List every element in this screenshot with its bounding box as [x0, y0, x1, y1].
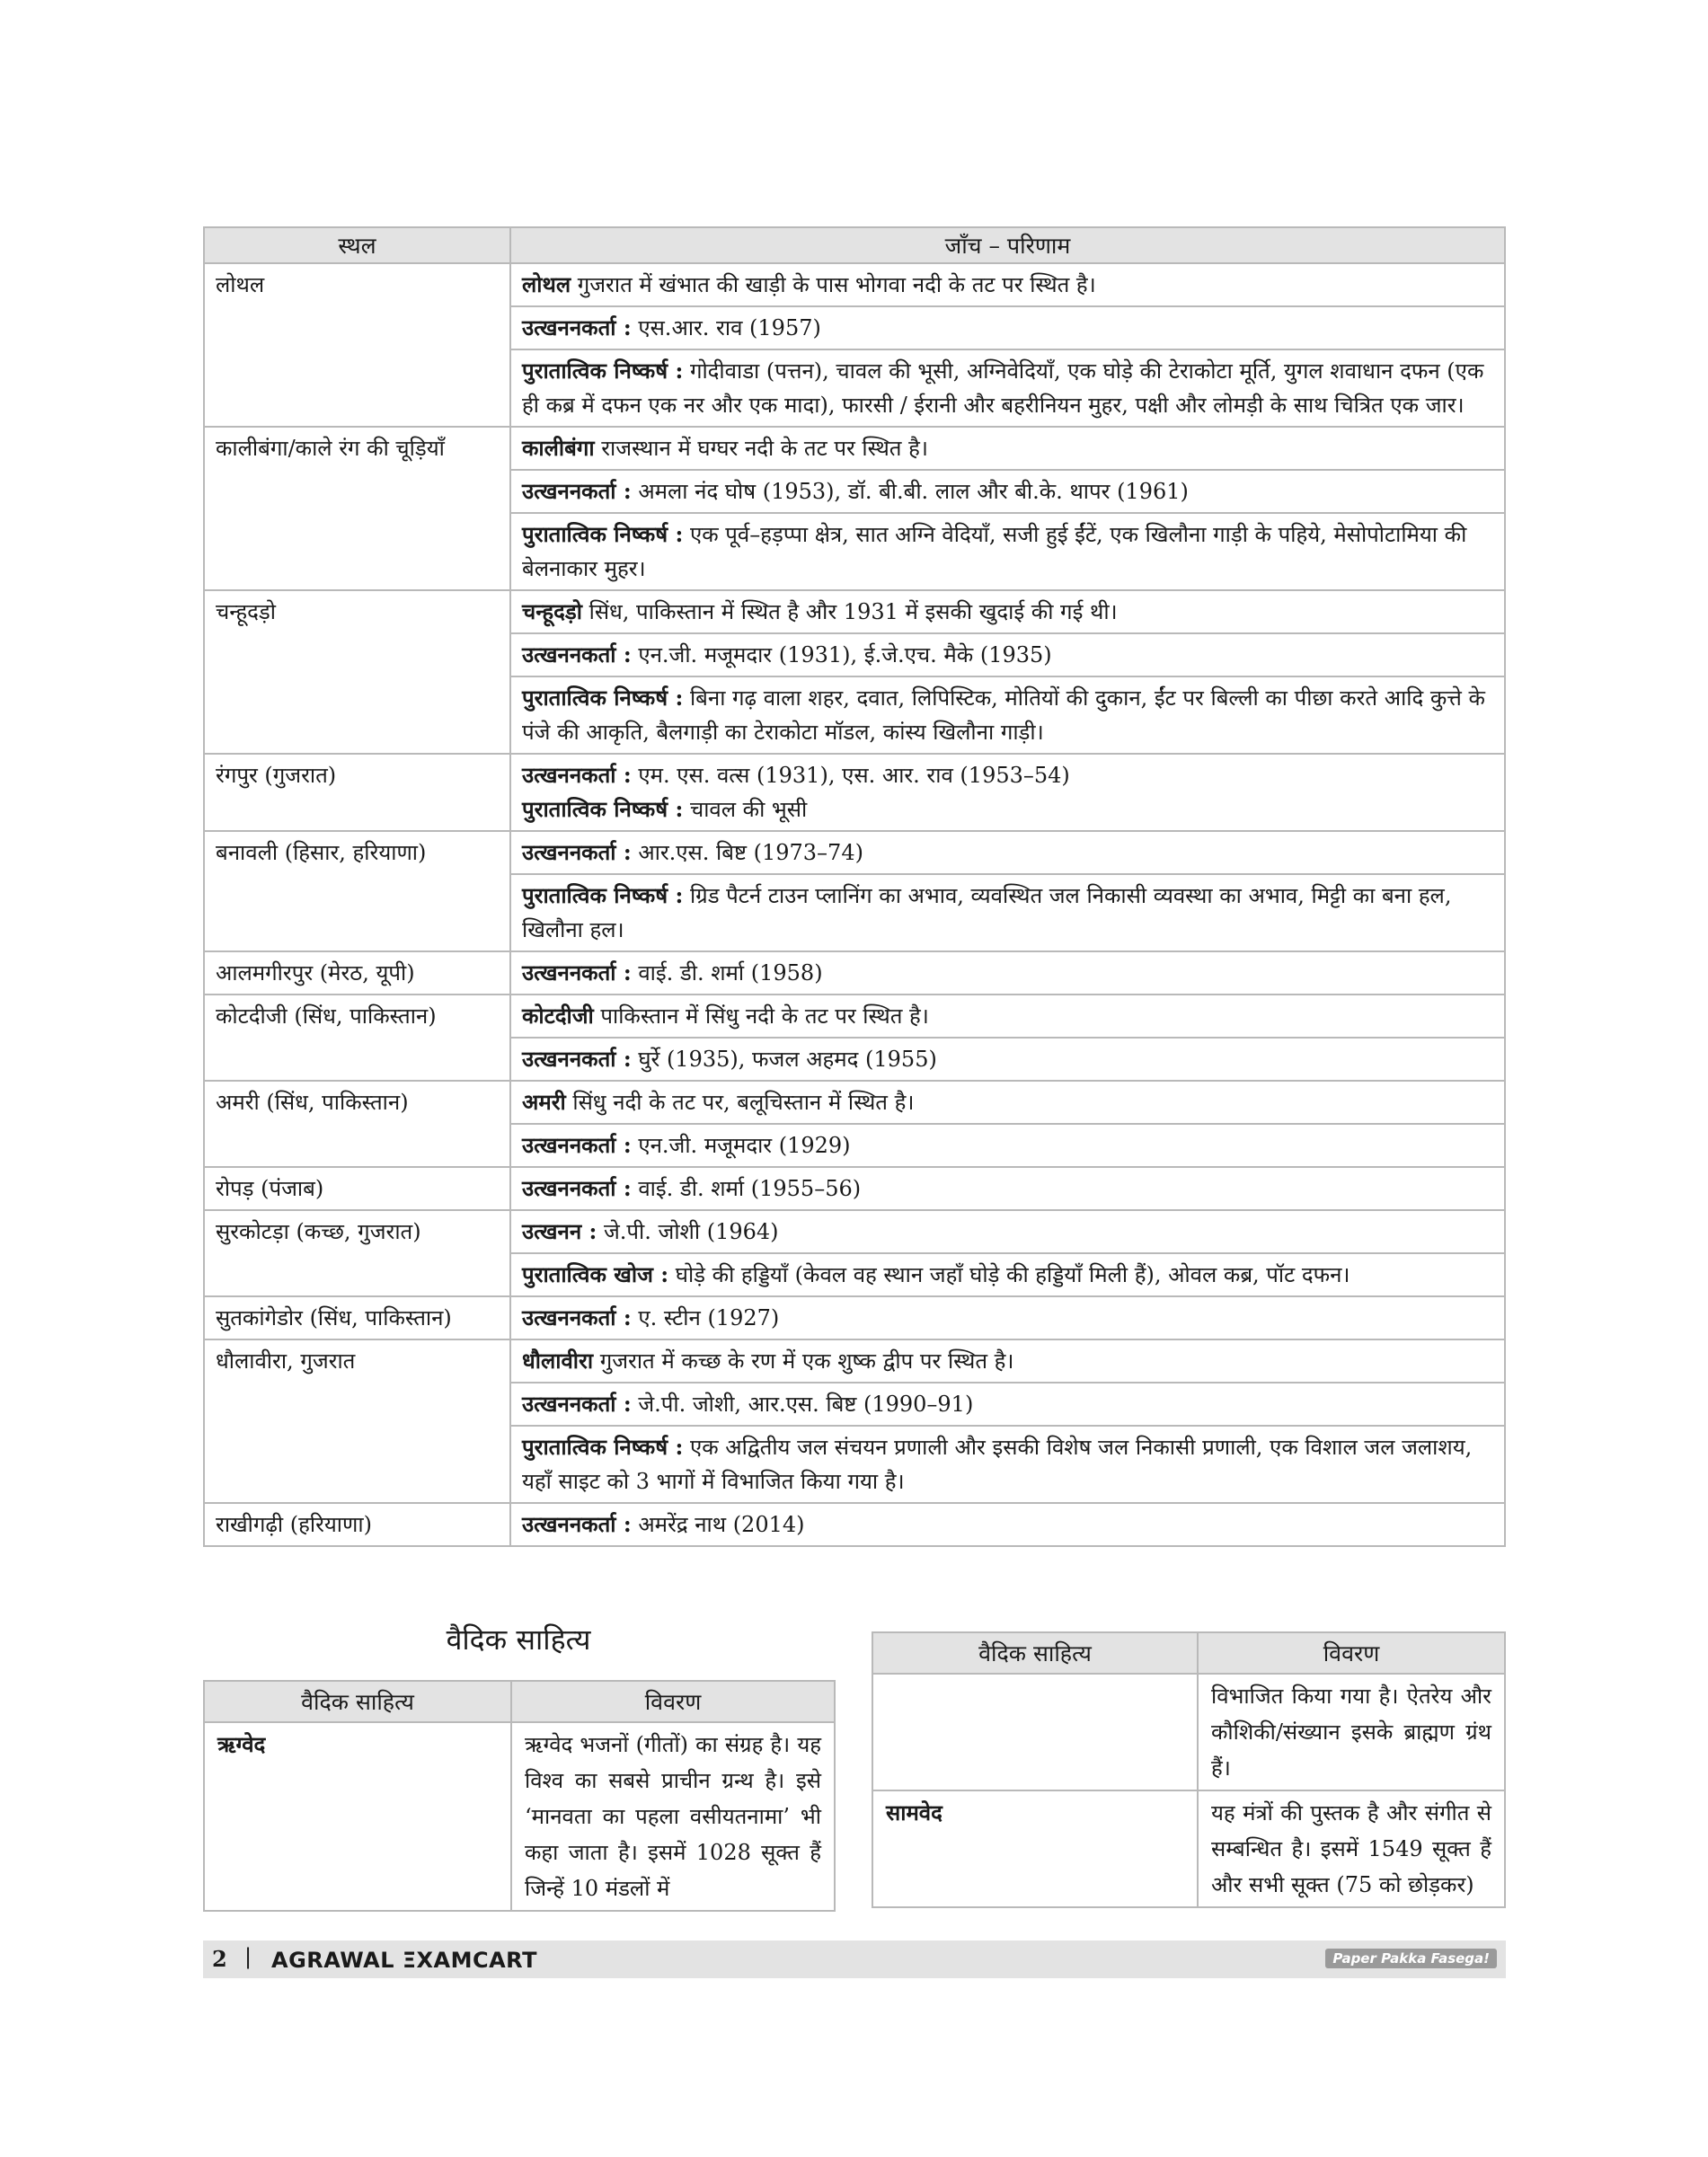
finding-text: जे.पी. जोशी (1964)	[597, 1219, 779, 1244]
finding-cell	[510, 1383, 1505, 1426]
finding-cell	[510, 427, 1505, 470]
finding-text: गुजरात में कच्छ के रण में एक शुष्क द्वीप पर स्थित है।	[593, 1348, 1014, 1374]
site-name: अमरी (सिंध, पाकिस्तान)	[204, 1081, 510, 1167]
finding-text: सिंधु नदी के तट पर, बलूचिस्तान में स्थित है।	[565, 1090, 915, 1115]
finding-label: पुरातात्विक निष्कर्ष :	[522, 1434, 684, 1460]
finding-label: पुरातात्विक खोज :	[522, 1261, 669, 1287]
finding-label: पुरातात्विक निष्कर्ष :	[522, 521, 684, 547]
finding-text: राजस्थान में घग्घर नदी के तट पर स्थित है।	[594, 436, 928, 461]
finding-text: वाई. डी. शर्मा (1958)	[631, 960, 823, 986]
finding-cell	[510, 470, 1505, 513]
finding-text: चावल की भूसी	[683, 797, 808, 822]
header-findings: जाँच – परिणाम	[510, 227, 1505, 263]
brand-logo-text: AGRAWAL ΞXAMCART	[271, 1948, 537, 1973]
finding-text: वाई. डी. शर्मा (1955–56)	[631, 1176, 862, 1201]
finding-cell	[510, 1296, 1505, 1339]
vedic-description: विभाजित किया गया है। ऐतरेय और कौशिकी/संख्यान इसके ब्राह्मण ग्रंथ हैं।	[1198, 1674, 1505, 1790]
table-row	[204, 1339, 1505, 1383]
finding-cell	[510, 1038, 1505, 1081]
page-footer	[203, 1940, 1506, 1978]
vedic-table-right	[872, 1631, 1506, 1908]
finding-text: घुर्रे (1935), फजल अहमद (1955)	[631, 1047, 937, 1072]
finding-text: सिंध, पाकिस्तान में स्थित है और 1931 में इसकी खुदाई की गई थी।	[581, 599, 1118, 624]
site-name: रंगपुर (गुजरात)	[204, 754, 510, 831]
finding-label: उत्खननकर्ता :	[522, 1511, 632, 1537]
finding-text: ग्रिड पैटर्न टाउन प्लानिंग का अभाव, व्यवस्थित जल निकासी व्यवस्था का अभाव, मिट्टी का बना हल, खिलौना हल।	[522, 883, 1452, 942]
site-name: सुतकांगेडोर (सिंध, पाकिस्तान)	[204, 1296, 510, 1339]
finding-cell	[510, 951, 1505, 995]
site-name: सुरकोटड़ा (कच्छ, गुजरात)	[204, 1210, 510, 1296]
vedic-table-left	[203, 1680, 836, 1912]
table-row	[204, 590, 1505, 633]
table-row	[204, 1296, 1505, 1339]
finding-text: अमला नंद घोष (1953), डॉ. बी.बी. लाल और बी.के. थापर (1961)	[631, 479, 1189, 504]
tagline-badge: Paper Pakka Fasega!	[1325, 1949, 1497, 1968]
site-name: लोथल	[204, 263, 510, 427]
table-row	[204, 1081, 1505, 1124]
finding-label: उत्खननकर्ता :	[522, 314, 632, 340]
finding-label: पुरातात्विक निष्कर्ष :	[522, 796, 684, 822]
table-row	[204, 1722, 835, 1911]
finding-label: उत्खननकर्ता :	[522, 1046, 632, 1072]
header-vedic-literature: वैदिक साहित्य	[872, 1632, 1198, 1674]
finding-label: पुरातात्विक निष्कर्ष :	[522, 882, 684, 908]
table-row	[204, 427, 1505, 470]
site-name: कालीबंगा/काले रंग की चूड़ियाँ	[204, 427, 510, 590]
header-vedic-literature: वैदिक साहित्य	[204, 1681, 511, 1722]
finding-label: उत्खननकर्ता :	[522, 1391, 632, 1417]
finding-cell	[510, 590, 1505, 633]
finding-label: उत्खननकर्ता :	[522, 762, 632, 788]
table-header-row	[204, 1681, 835, 1722]
header-description: विवरण	[511, 1681, 835, 1722]
table-row	[872, 1790, 1505, 1907]
finding-cell	[510, 1426, 1505, 1503]
footer-separator: |	[244, 1944, 252, 1969]
finding-cell	[510, 676, 1505, 754]
table-row	[872, 1674, 1505, 1790]
finding-text: पाकिस्तान में सिंधु नदी के तट पर स्थित है।	[593, 1003, 929, 1029]
finding-label: कोटदीजी	[522, 1003, 594, 1029]
finding-text: गुजरात में खंभात की खाड़ी के पास भोगवा नदी के तट पर स्थित है।	[571, 272, 1096, 297]
vedic-name: सामवेद	[872, 1790, 1198, 1907]
finding-label: उत्खननकर्ता :	[522, 1175, 632, 1201]
finding-label: उत्खननकर्ता :	[522, 1132, 632, 1158]
header-description: विवरण	[1198, 1632, 1505, 1674]
finding-cell	[510, 1210, 1505, 1253]
site-name: कोटदीजी (सिंध, पाकिस्तान)	[204, 995, 510, 1081]
finding-text: गोदीवाडा (पत्तन), चावल की भूसी, अग्निवेदियाँ, एक घोड़े की टेराकोटा मूर्ति, युगल शवाधान दफन (एक ही कब्र में दफन एक नर और एक मादा), फारसी / ईरानी और बहरीनियन मुहर, पक्षी और लोमड़ी के साथ चित्रित एक जार।	[522, 358, 1484, 418]
finding-label: चन्हूदड़ो	[522, 598, 582, 624]
page-number: 2	[212, 1946, 227, 1972]
finding-label: उत्खननकर्ता :	[522, 478, 632, 504]
table-row	[204, 995, 1505, 1038]
table-row	[204, 1503, 1505, 1546]
finding-text: एक अद्वितीय जल संचयन प्रणाली और इसकी विशेष जल निकासी प्रणाली, एक विशाल जल जलाशय, यहाँ साइट को 3 भागों में विभाजित किया गया है।	[522, 1435, 1473, 1494]
finding-cell	[510, 263, 1505, 306]
finding-cell	[510, 1081, 1505, 1124]
header-site: स्थल	[204, 227, 510, 263]
table-row	[204, 263, 1505, 306]
finding-cell	[510, 306, 1505, 349]
finding-label: पुरातात्विक निष्कर्ष :	[522, 685, 684, 711]
finding-label: पुरातात्विक निष्कर्ष :	[522, 358, 684, 384]
site-name: बनावली (हिसार, हरियाणा)	[204, 831, 510, 951]
finding-text: बिना गढ़ वाला शहर, दवात, लिपिस्टिक, मोतियों की दुकान, ईंट पर बिल्ली का पीछा करते आदि कुत्ते के पंजे की आकृति, बैलगाड़ी का टेराकोटा मॉडल, कांस्य खिलौना गाड़ी।	[522, 685, 1485, 745]
finding-cell	[510, 633, 1505, 676]
finding-label: उत्खननकर्ता :	[522, 839, 632, 865]
excavation-sites-table	[203, 226, 1506, 1547]
finding-text: ए. स्टीन (1927)	[631, 1305, 780, 1330]
table-row	[204, 754, 1505, 831]
table-header-row	[872, 1632, 1505, 1674]
finding-cell	[510, 874, 1505, 951]
finding-text: जे.पी. जोशी, आर.एस. बिष्ट (1990–91)	[631, 1392, 974, 1417]
table-row	[204, 1167, 1505, 1210]
site-name: धौलावीरा, गुजरात	[204, 1339, 510, 1503]
table-row	[204, 951, 1505, 995]
site-name: चन्हूदड़ो	[204, 590, 510, 754]
finding-text: एस.आर. राव (1957)	[631, 315, 821, 340]
finding-text: आर.एस. बिष्ट (1973–74)	[631, 840, 863, 865]
finding-cell	[510, 513, 1505, 590]
table-row	[204, 1210, 1505, 1253]
finding-label: लोथल	[522, 271, 571, 297]
finding-cell	[510, 1253, 1505, 1296]
finding-text: एन.जी. मजूमदार (1931), ई.जे.एच. मैके (1935)	[631, 642, 1052, 667]
finding-cell	[510, 1503, 1505, 1546]
finding-cell	[510, 831, 1505, 874]
site-name: राखीगढ़ी (हरियाणा)	[204, 1503, 510, 1546]
finding-cell	[510, 754, 1505, 831]
finding-label: उत्खनन :	[522, 1218, 597, 1244]
vedic-name	[872, 1674, 1198, 1790]
finding-label: उत्खननकर्ता :	[522, 641, 632, 667]
finding-label: कालीबंगा	[522, 435, 595, 461]
site-name: आलमगीरपुर (मेरठ, यूपी)	[204, 951, 510, 995]
finding-label: उत्खननकर्ता :	[522, 1304, 632, 1330]
finding-cell	[510, 349, 1505, 427]
table-header-row	[204, 227, 1505, 263]
finding-text: एक पूर्व–हड़प्पा क्षेत्र, सात अग्नि वेदियाँ, सजी हुई ईंटें, एक खिलौना गाड़ी के पहिये, मेसोपोटामिया की बेलनाकार मुहर।	[522, 522, 1467, 581]
excavation-sites-body	[204, 263, 1505, 1546]
finding-text: एन.जी. मजूमदार (1929)	[631, 1133, 851, 1158]
finding-cell	[510, 1339, 1505, 1383]
vedic-description: यह मंत्रों की पुस्तक है और संगीत से सम्बन्धित है। इसमें 1549 सूक्त हैं और सभी सूक्त (75 को छोड़कर)	[1198, 1790, 1505, 1907]
finding-text: घोड़े की हड्डियाँ (केवल वह स्थान जहाँ घोड़े की हड्डियाँ मिली हैं), ओवल कब्र, पॉट दफन।	[668, 1262, 1350, 1287]
finding-text: अमरेंद्र नाथ (2014)	[631, 1512, 805, 1537]
site-name: रोपड़ (पंजाब)	[204, 1167, 510, 1210]
finding-cell	[510, 1167, 1505, 1210]
finding-cell	[510, 995, 1505, 1038]
finding-label: अमरी	[522, 1089, 566, 1115]
finding-cell	[510, 1124, 1505, 1167]
table-row	[204, 831, 1505, 874]
vedic-name: ऋग्वेद	[204, 1722, 511, 1911]
finding-label: धौलावीरा	[522, 1348, 594, 1374]
vedic-description: ऋग्वेद भजनों (गीतों) का संग्रह है। यह विश्व का सबसे प्राचीन ग्रन्थ है। इसे ‘मानवता का पहला वसीयतनामा’ भी कहा जाता है। इसमें 1028 सूक्त हैं जिन्हें 10 मंडलों में	[511, 1722, 835, 1911]
finding-text: एम. एस. वत्स (1931), एस. आर. राव (1953–54)	[631, 763, 1070, 788]
finding-label: उत्खननकर्ता :	[522, 959, 632, 986]
vedic-section-heading: वैदिक साहित्य	[446, 1622, 591, 1657]
